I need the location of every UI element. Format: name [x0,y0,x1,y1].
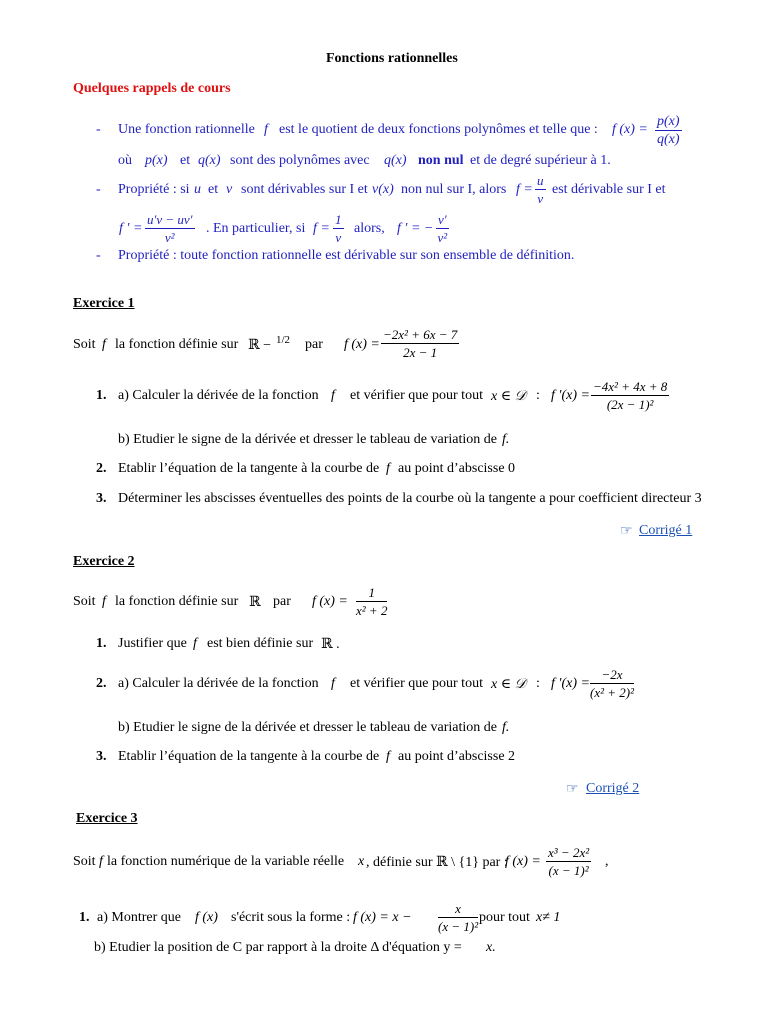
f-symbol: f [193,636,197,651]
ex1-half: 1/2 [276,334,291,346]
pointing-hand-icon: ☞ [620,524,633,539]
rappel2-text: sont des polynômes avec [230,153,370,168]
ex2-colon: : [536,676,540,691]
ou-text: où [118,153,132,168]
f-symbol: f [331,388,335,403]
exercice-2-heading: Exercice 2 [73,554,135,569]
partic-text: . En particulier, si [206,221,306,236]
ex1-verif-text: et vérifier que pour tout [350,388,483,403]
x-symbol: x. [486,940,496,955]
rappel2-text-c: et de degré supérieur à 1. [470,153,611,168]
ex3-q1-fx: f (x) [195,910,218,925]
ex2-q2-number: 2. [96,676,107,691]
ex2-q3-number: 3. [96,749,107,764]
ex2-verif-text: et vérifier que pour tout [350,676,483,691]
ex3-q1-number: 1. [79,910,90,925]
fraction-denominator: v² [437,230,448,245]
prop1-text-c: non nul sur I, alors [401,182,507,197]
ex2-q3-text-b: au point d’abscisse 2 [398,749,516,764]
ex1-fprime-x: f ′(x) = [551,388,590,403]
ex2-q1-R: ℝ . [321,637,340,652]
ex3-q1b-text: b) Etudier la position de C par rapport à la droite Δ d'équation y = [94,940,462,955]
fraction-denominator: v [335,230,342,245]
f-symbol: f [331,676,335,691]
u-symbol: u [194,182,201,197]
exercice-3-heading: Exercice 3 [76,811,138,826]
ex1-q3-number: 3. [96,491,107,506]
f-eq: f = [516,182,533,197]
ex2-domain-text: la fonction définie sur [115,594,239,609]
quotient-derivative-fraction [145,212,195,245]
fraction-denominator: v [537,191,544,206]
ex2-q2a-text: a) Calculer la dérivée de la fonction [118,676,319,691]
ex3-q1a-text-2: s'écrit sous la forme : [231,910,351,925]
ex1-domain-text: la fonction définie sur [115,337,239,352]
fraction-numerator: x³ − 2x² [548,845,590,860]
one-over-v-fraction [333,212,344,245]
rappel1-text: Une fonction rationnelle [118,122,255,137]
ex1-q3-text: Déterminer les abscisses éventuelles des points de la courbe où la tangente a pour coefficient directeur 3 [118,491,702,506]
ex3-q1a-text-3: pour tout [479,910,530,925]
ex1-derivative-fraction [591,379,669,412]
ex1-R-minus: ℝ − [248,338,272,353]
fraction-denominator: 2x − 1 [403,345,438,360]
ex3-soit: Soit [73,854,96,869]
ex2-fx: f (x) = [312,594,348,609]
p-over-q-fraction [655,114,682,147]
fraction-numerator: p(x) [657,114,680,129]
u-over-v-fraction [535,173,546,206]
ex2-x-in-D: x ∈ 𝒟 [491,677,526,692]
ex2-par: par [273,594,291,609]
et-text: et [180,153,191,168]
bullet: - [96,248,101,263]
fprime-eq: f ′ = [119,221,143,236]
pointing-hand-icon: ☞ [566,782,579,797]
ex1-q2-number: 2. [96,461,107,476]
ex3-comma: , [605,854,609,869]
fraction-denominator: (x − 1)² [548,863,589,878]
ex1-function-fraction [381,327,459,360]
fraction-denominator: x² + 2 [356,603,388,618]
f-symbol: f. [502,720,510,735]
ex1-q2-text: Etablir l’équation de la tangente à la courbe de [118,461,380,476]
alors-text: alors, [354,221,385,236]
f-symbol: f [264,122,268,137]
fraction-numerator: u [537,173,544,188]
ex2-q1-number: 1. [96,636,107,651]
ex2-q1-text-b: est bien définie sur [207,636,314,651]
ex1-soit: Soit [73,337,96,352]
fraction-numerator: v′ [438,212,447,227]
fraction-numerator: 1 [356,585,387,602]
ex2-q3-text: Etablir l’équation de la tangente à la courbe de [118,749,380,764]
ex2-R: ℝ [249,595,261,610]
prop2-text: Propriété : toute fonction rationnelle est dérivable sur son ensemble de définition. [118,248,575,263]
rappel1-text-b: est le quotient de deux fonctions polynômes et telle que : [279,122,598,137]
x-symbol: x [358,854,365,869]
ex2-function-fraction [356,585,387,618]
ex1-fx: f (x) = [344,337,380,352]
f-symbol: f. [502,432,510,447]
page-title: Fonctions rationnelles [326,51,458,66]
corrige-1-link[interactable]: Corrigé 1 [639,523,693,538]
f-symbol: f [386,461,390,476]
f-symbol: f [386,749,390,764]
ex2-q1-text: Justifier que [118,636,187,651]
qx-text: q(x) [198,153,221,168]
fraction-denominator: (x − 1)² [438,919,479,934]
fraction-denominator: q(x) [657,132,680,147]
ex2-soit: Soit [73,594,96,609]
fraction-numerator: 1 [335,212,342,227]
prop1-text-d: est dérivable sur I et [552,182,666,197]
fraction-numerator: −2x² + 6x − 7 [383,327,458,342]
f-eq-2: f = [313,221,330,236]
non-nul-text: non nul [418,153,464,168]
ex3-q1a-text: a) Montrer que [97,910,181,925]
fraction-denominator: (x² + 2)² [590,685,634,700]
ex3-q1-fx2: f (x) = x − [353,910,412,925]
prop1-text: Propriété : si [118,182,190,197]
ex3-intro-text-b: , définie sur ℝ \ {1} par : [366,855,508,870]
v-symbol: v [226,182,233,197]
bullet: - [96,122,101,137]
f-symbol: f [102,594,106,609]
prop1-text-b: sont dérivables sur I et [241,182,368,197]
ex3-function-fraction [546,845,591,878]
ex1-q2-text-b: au point d’abscisse 0 [398,461,516,476]
fraction-numerator: −4x² + 4x + 8 [593,379,668,394]
rappels-heading: Quelques rappels de cours [73,81,231,96]
ex3-intro-text: la fonction numérique de la variable réelle [107,854,345,869]
et-text: et [208,182,219,197]
fraction-denominator: (2x − 1)² [606,397,654,412]
ex1-q1a-text: a) Calculer la dérivée de la fonction [118,388,319,403]
f-symbol: f [102,337,106,352]
ex1-q1-number: 1. [96,388,107,403]
ex1-x-in-D: x ∈ 𝒟 [491,389,526,404]
ex3-fx: f (x) = [505,854,541,869]
px-text: p(x) [145,153,168,168]
ex3-q1a-text-4: x≠ 1 [536,910,561,925]
ex2-fprime-x: f ′(x) = [551,676,590,691]
fraction-numerator: −2x [590,667,634,684]
vx-text: v(x) [372,182,394,197]
ex1-par: par [305,337,323,352]
ex1-q1b-text: b) Etudier le signe de la dérivée et dresser le tableau de variation de [118,432,497,447]
fprime-eq-2: f ′ = − [397,221,434,236]
ex3-q1-fraction [438,901,478,934]
corrige-2-link[interactable]: Corrigé 2 [586,781,640,796]
fx-label: f (x) = [612,122,648,137]
vprime-over-vsq-fraction [436,212,449,245]
ex2-q2b-text: b) Etudier le signe de la dérivée et dresser le tableau de variation de [118,720,497,735]
f-symbol: f [99,854,103,869]
exercice-1-heading: Exercice 1 [73,296,135,311]
qx-text-2: q(x) [384,153,407,168]
bullet: - [96,182,101,197]
fraction-numerator: u′v − uv′ [147,212,193,227]
ex1-colon: : [536,388,540,403]
ex2-derivative-fraction [590,667,634,700]
fraction-denominator: v² [164,230,175,245]
fraction-numerator: x [438,901,478,918]
